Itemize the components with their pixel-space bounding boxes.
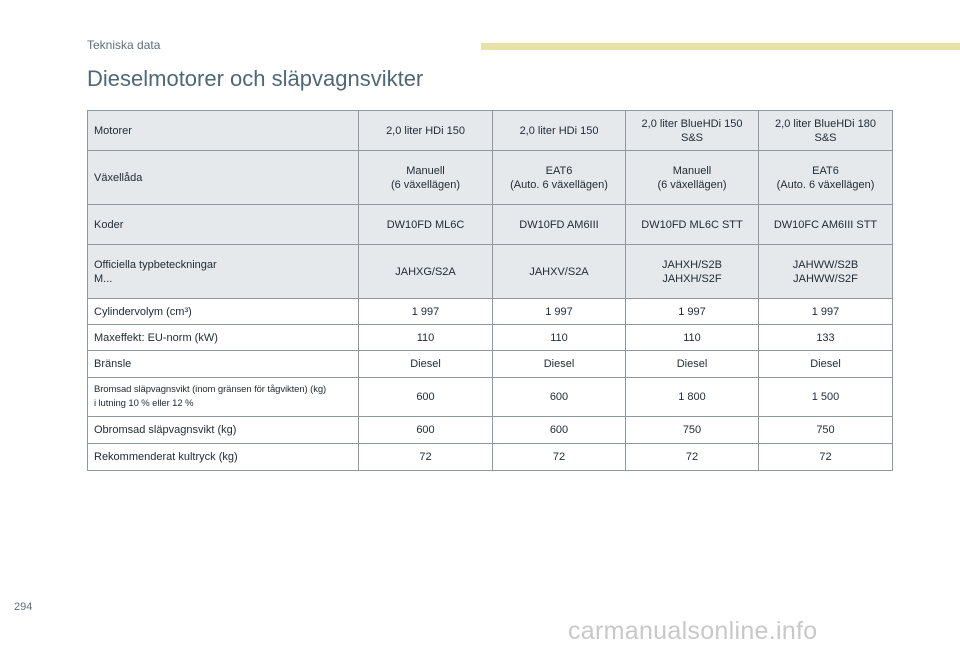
row-label: Bromsad släpvagnsvikt (inom gränsen för tågvikten) (kg) i lutning 10 % eller 12 % (88, 378, 359, 417)
table-cell: Diesel (493, 351, 626, 378)
table-cell: 1 800 (626, 378, 759, 417)
table-row (88, 325, 893, 351)
table-cell: Diesel (626, 351, 759, 378)
table-cell: JAHXG/S2A (359, 245, 493, 299)
row-label: Cylindervolym (cm³) (88, 299, 359, 325)
table-cell: Diesel (359, 351, 493, 378)
table-cell: 72 (359, 444, 493, 471)
section-label: Tekniska data (87, 38, 161, 52)
header-rule (481, 43, 960, 50)
table-row (88, 299, 893, 325)
table-cell: JAHXV/S2A (493, 245, 626, 299)
table-cell: 72 (626, 444, 759, 471)
watermark: carmanualsonline.info (568, 617, 818, 645)
table-cell: 2,0 liter BlueHDi 180 S&S (759, 111, 893, 151)
table-cell: 72 (493, 444, 626, 471)
table-cell: 133 (759, 325, 893, 351)
table-cell: 600 (359, 378, 493, 417)
table-cell: 1 997 (359, 299, 493, 325)
row-label: Maxeffekt: EU-norm (kW) (88, 325, 359, 351)
table-cell: 2,0 liter BlueHDi 150 S&S (626, 111, 759, 151)
table-cell: EAT6 (Auto. 6 växellägen) (493, 151, 626, 205)
table-row (88, 378, 893, 417)
table-cell: JAHXH/S2B JAHXH/S2F (626, 245, 759, 299)
table-cell: 750 (626, 417, 759, 444)
table-cell: 1 500 (759, 378, 893, 417)
table-cell: 110 (493, 325, 626, 351)
row-label: Obromsad släpvagnsvikt (kg) (88, 417, 359, 444)
row-label: Växellåda (88, 151, 359, 205)
table-cell: 1 997 (759, 299, 893, 325)
table-cell: DW10FD ML6C STT (626, 205, 759, 245)
table-cell: JAHWW/S2B JAHWW/S2F (759, 245, 893, 299)
table-cell: 2,0 liter HDi 150 (359, 111, 493, 151)
table-row (88, 351, 893, 378)
table-row (88, 245, 893, 299)
row-label: Motorer (88, 111, 359, 151)
table-cell: 750 (759, 417, 893, 444)
table-cell: 600 (493, 378, 626, 417)
row-label: Koder (88, 205, 359, 245)
table-row (88, 205, 893, 245)
table-cell: Diesel (759, 351, 893, 378)
table-cell: 1 997 (626, 299, 759, 325)
specs-table (87, 110, 893, 471)
table-cell: 600 (493, 417, 626, 444)
page-number: 294 (14, 601, 33, 613)
table-cell: EAT6 (Auto. 6 växellägen) (759, 151, 893, 205)
table-cell: 600 (359, 417, 493, 444)
table-cell: Manuell (6 växellägen) (626, 151, 759, 205)
table-row (88, 151, 893, 205)
table-cell: 110 (359, 325, 493, 351)
row-label: Rekommenderat kultryck (kg) (88, 444, 359, 471)
table-row (88, 417, 893, 444)
table-cell: DW10FC AM6III STT (759, 205, 893, 245)
row-label: Officiella typbeteckningar M... (88, 245, 359, 299)
table-cell: Manuell (6 växellägen) (359, 151, 493, 205)
table-row (88, 111, 893, 151)
table-cell: 110 (626, 325, 759, 351)
table-cell: DW10FD ML6C (359, 205, 493, 245)
table-cell: 2,0 liter HDi 150 (493, 111, 626, 151)
row-label: Bränsle (88, 351, 359, 378)
page-title: Dieselmotorer och släpvagnsvikter (87, 66, 424, 91)
table-cell: DW10FD AM6III (493, 205, 626, 245)
table-row (88, 444, 893, 471)
table-cell: 72 (759, 444, 893, 471)
table-cell: 1 997 (493, 299, 626, 325)
